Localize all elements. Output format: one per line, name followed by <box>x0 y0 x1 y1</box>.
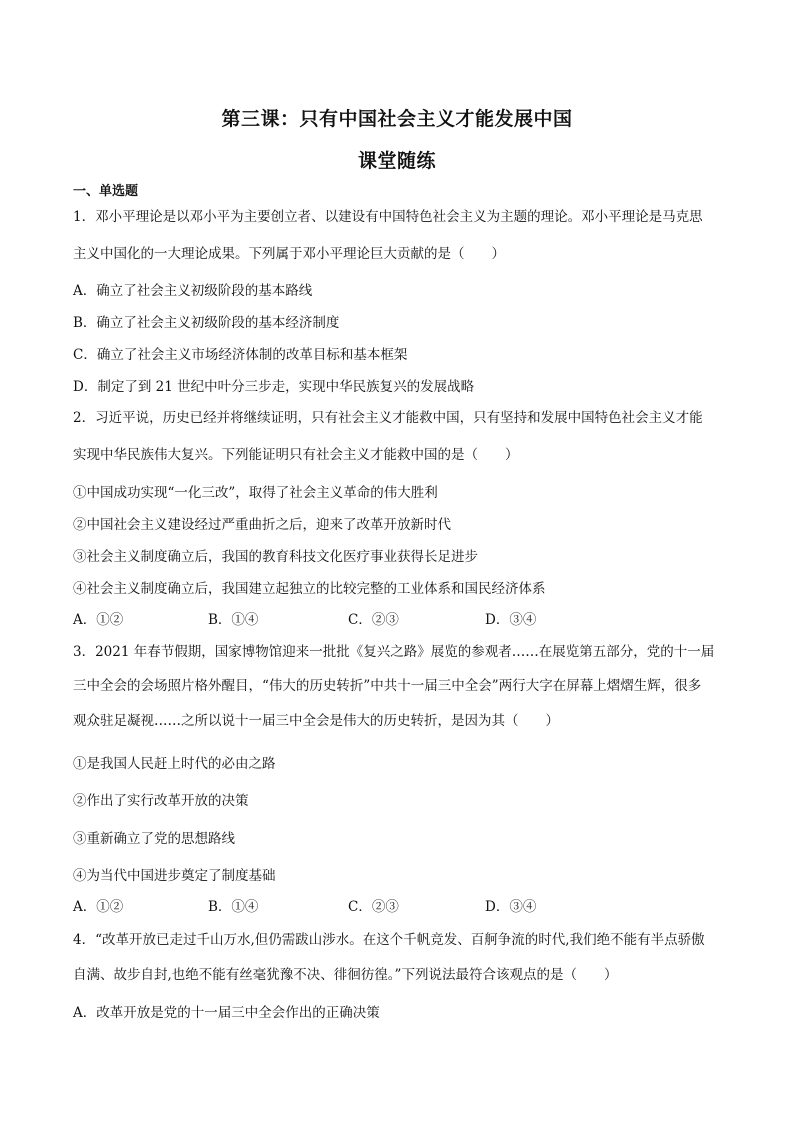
question-1-stem-line-1: 1．邓小平理论是以邓小平为主要创立者、以建设有中国特色社会主义为主题的理论。邓小平理论是马克思 <box>73 209 703 225</box>
question-2-option-d: D．③④ <box>485 612 537 628</box>
question-3-stem-line-1: 3．2021 年春节假期，国家博物馆迎来一批批《复兴之路》展览的参观者……在展览第五部分，党的十一届 <box>73 644 715 660</box>
question-2-statement-1: ①中国成功实现“一化三改”，取得了社会主义革命的伟大胜利 <box>73 485 438 501</box>
page-subtitle: 课堂随练 <box>357 150 436 172</box>
question-4-option-a: A．改革开放是党的十一届三中全会作出的正确决策 <box>73 1005 380 1021</box>
question-3-option-a: A．①② <box>73 899 124 915</box>
section-heading: 一、单选题 <box>73 184 139 199</box>
question-2-statement-3: ③社会主义制度确立后，我国的教育科技文化医疗事业获得长足进步 <box>73 549 478 565</box>
question-1-option-d: D．制定了到 21 世纪中叶分三步走，实现中华民族复兴的发展战略 <box>73 379 475 395</box>
page-title: 第三课：只有中国社会主义才能发展中国 <box>221 108 573 130</box>
question-2-option-c: C．②③ <box>348 612 399 628</box>
question-2-stem-line-2: 实现中华民族伟大复兴。下列能证明只有社会主义才能救中国的是（ ） <box>73 447 519 463</box>
question-2-statement-4: ④社会主义制度确立后，我国建立起独立的比较完整的工业体系和国民经济体系 <box>73 581 546 597</box>
question-3-option-c: C．②③ <box>348 899 399 915</box>
question-1-option-b: B．确立了社会主义初级阶段的基本经济制度 <box>73 315 340 331</box>
question-2-option-a: A．①② <box>73 612 124 628</box>
question-4-stem-line-1: 4．“改革开放已走过千山万水,但仍需跋山涉水。在这个千帆竞发、百舸争流的时代,我们绝不能有半点骄傲 <box>73 932 705 948</box>
question-3-statement-1: ①是我国人民赶上时代的必由之路 <box>73 756 276 772</box>
question-3-stem-line-2: 三中全会的会场照片格外醒目，“伟大的历史转折”中共十一届三中全会”两行大字在屏幕上熠熠生辉，很多 <box>73 678 702 694</box>
question-3-statement-2: ②作出了实行改革开放的决策 <box>73 793 249 809</box>
question-4-stem-line-2: 自满、故步自封,也绝不能有丝毫犹豫不决、徘徊彷徨。”下列说法最符合该观点的是（ ） <box>73 967 618 983</box>
question-2-stem-line-1: 2．习近平说，历史已经并将继续证明，只有社会主义才能救中国，只有坚持和发展中国特色社会主义才能 <box>73 410 703 426</box>
question-1-option-a: A．确立了社会主义初级阶段的基本路线 <box>73 283 313 299</box>
question-1-stem-line-2: 主义中国化的一大理论成果。下列属于邓小平理论巨大贡献的是（ ） <box>73 246 505 262</box>
question-3-stem-line-3: 观众驻足凝视……之所以说十一届三中全会是伟大的历史转折，是因为其（ ） <box>73 713 559 729</box>
question-1-option-c: C．确立了社会主义市场经济体制的改革目标和基本框架 <box>73 347 408 363</box>
question-2-statement-2: ②中国社会主义建设经过严重曲折之后，迎来了改革开放新时代 <box>73 517 451 533</box>
question-3-statement-3: ③重新确立了党的思想路线 <box>73 831 235 847</box>
question-2-option-b: B．①④ <box>208 612 259 628</box>
question-3-option-d: D．③④ <box>485 899 537 915</box>
question-3-option-b: B．①④ <box>208 899 259 915</box>
question-3-statement-4: ④为当代中国进步奠定了制度基础 <box>73 868 276 884</box>
